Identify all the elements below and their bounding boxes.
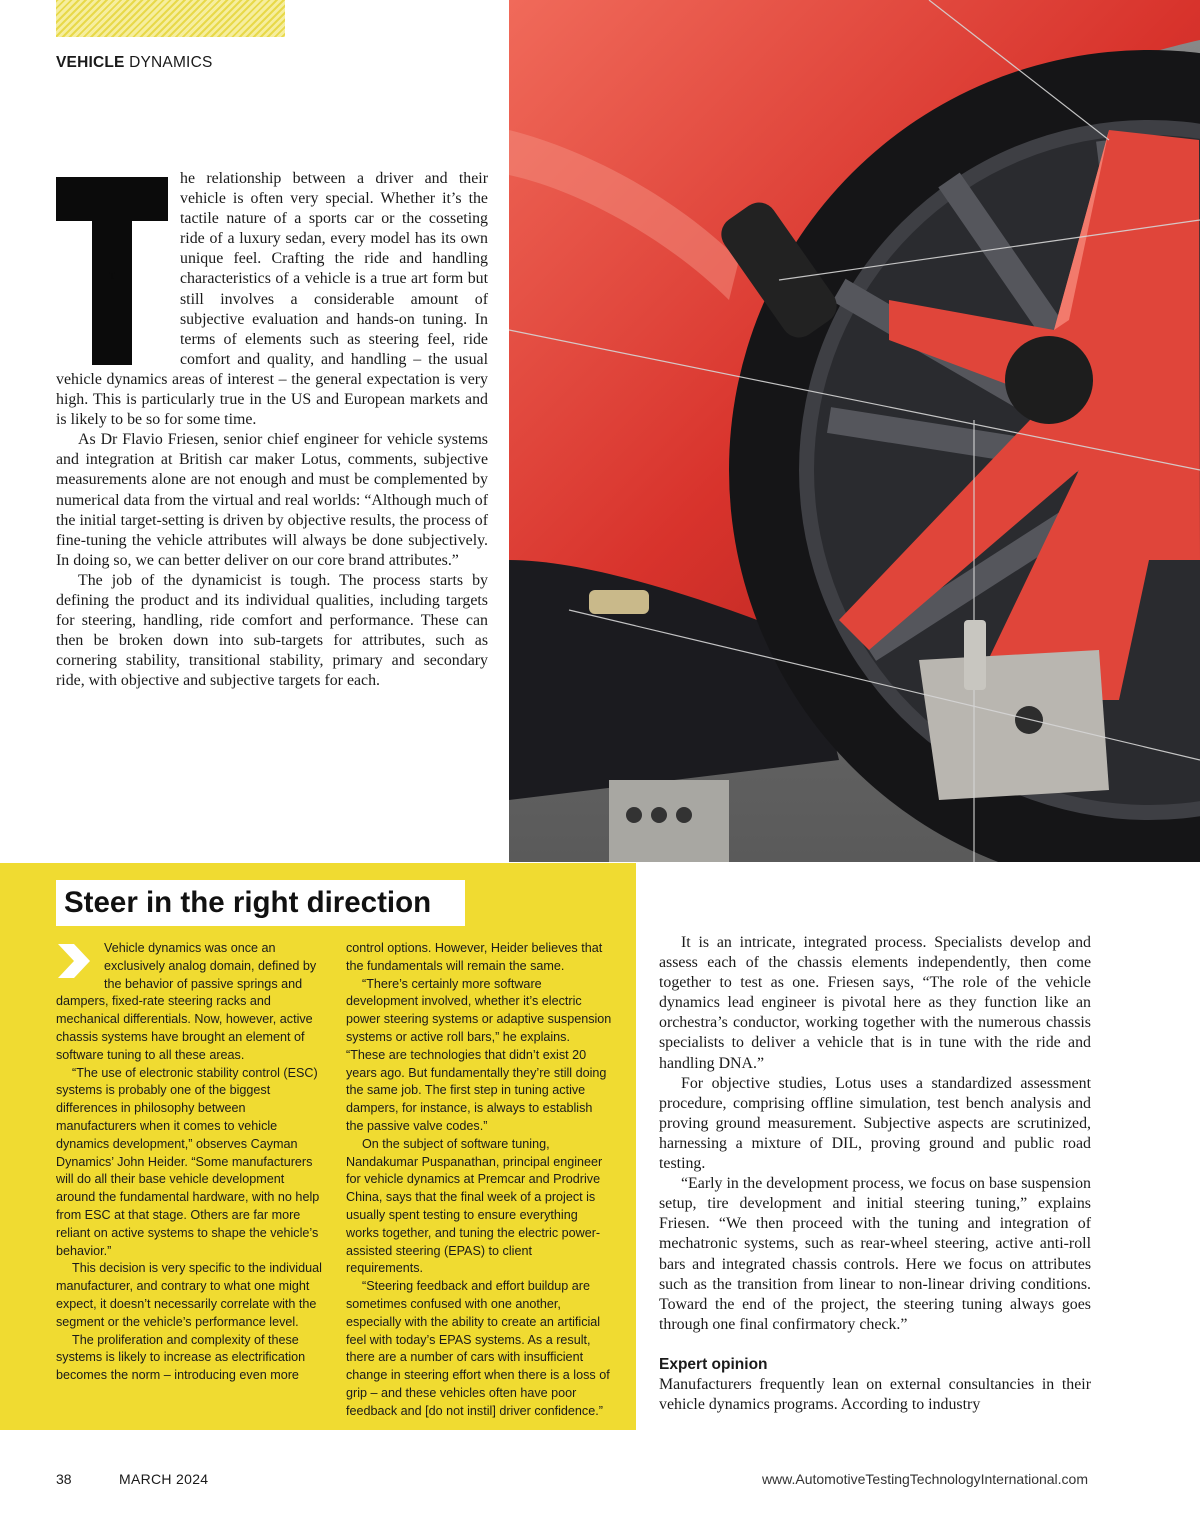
header-hatch-bar xyxy=(56,0,285,37)
section-label-rest: DYNAMICS xyxy=(124,54,213,71)
sidebar-paragraph: “Steering feedback and effort buildup are sometimes confused with one another, especially with the ability to create an artificial feel with today’s EPAS systems. As a result, there are a number of cars with insufficient change in steering effort when there is a loss of grip – and these vehicles often have poor feedback and [do not instil] driver confidence.” xyxy=(346,1279,610,1418)
sidebar-column-1 xyxy=(56,940,322,1385)
section-label-bold: VEHICLE xyxy=(56,54,125,71)
subheading-expert-opinion: Expert opinion xyxy=(659,1355,768,1373)
vehicle-wheel-photo xyxy=(509,0,1200,862)
sidebar-paragraph: “The use of electronic stability control (ESC) systems is probably one of the biggest differences in philosophy between manufacturers when it comes to vehicle dynamics development,” observes Cayman Dynamics’ John Heider. “Some manufacturers will do all their base vehicle development around the fundamental hardware, with no help from ESC at that stage. Others are far more reliant on active systems to shape the vehicle’s behavior.” xyxy=(56,1065,320,1258)
intro-paragraph: The job of the dynamicist is tough. The process starts by defining the product and its individual qualities, including targets for steering, handling, ride comfort and performance. These can then be broken down into sub-targets for attributes, such as cornering stability, transitional stability, primary and secondary ride, with objective and subjective targets for each. xyxy=(56,571,488,690)
intro-article xyxy=(56,169,488,691)
sidebar-paragraph: This decision is very specific to the individual manufacturer, and contrary to what one might expect, it doesn’t necessarily correlate with the segment or the vehicle’s performance level. xyxy=(56,1261,322,1329)
sidebar-paragraph: Vehicle dynamics was once an exclusively analog domain, defined by the behavior of passive springs and dampers, fixed-rate steering racks and mechanical differentials. Now, however, active chassis systems have brought an element of software tuning to all these areas. xyxy=(56,941,317,1062)
section-label xyxy=(56,54,213,72)
issue-date: MARCH 2024 xyxy=(119,1471,209,1487)
sidebar-paragraph: On the subject of software tuning, Nandakumar Puspanathan, principal engineer for vehicle dynamics at Premcar and Prodrive China, says that the final week of a project is usually spent testing to ensure everything works together, and tuning the electric power-assisted steering (EPAS) to client requirements. xyxy=(346,1136,603,1276)
right-paragraph: “Early in the development process, we focus on base suspension setup, tire development and initial steering tuning,” explains Friesen. “We then proceed with the tuning and integration of mechatronic systems, such as rear-wheel steering, active anti-roll bars and integrated chassis controls. Here we focus on attributes such as the transition from linear to non-linear driving conditions. Toward the end of the project, the steering tuning always goes through one final confirmatory check.” xyxy=(659,1175,1091,1333)
sidebar-paragraph: control options. However, Heider believes that the fundamentals will remain the same. xyxy=(346,941,603,973)
sidebar-paragraph: “There’s certainly more software development involved, whether it’s electric power steering systems or adaptive suspension systems or active roll bars,” he explains. “These are technologies that didn’t exist 20 years ago. But fundamentally they’re still doing the same job. The first step in tuning active dampers, for instance, is always to establish the passive valve codes.” xyxy=(346,976,612,1133)
right-paragraph: For objective studies, Lotus uses a standardized assessment procedure, comprising offline simulation, test bench analysis and proving ground measurement. Subjective aspects are scrutinized, harnessing a mixture of DIL, proving ground and public road testing. xyxy=(659,1074,1091,1173)
drop-cap-letter: T xyxy=(108,271,116,282)
drop-cap xyxy=(56,169,168,365)
intro-paragraph: As Dr Flavio Friesen, senior chief engineer for vehicle systems and integration at British car maker Lotus, comments, subjective measurements alone are not enough and must be complemented by numerical data from the virtual and real worlds: “Although much of the initial target-setting is driven by objective results, the process of fine-tuning the vehicle attributes will always be done subjectively. In doing so, we can better deliver on our core brand attributes.” xyxy=(56,431,488,569)
chevron-right-icon xyxy=(56,942,94,980)
intro-paragraph: he relationship between a driver and their vehicle is often very special. Whether it’s the tactile nature of a sports car or the cosseting ride of a luxury sedan, every model has its own unique feel. Crafting the ride and handling characteristics of a vehicle is a true art form but still involves a considerable amount of subjective evaluation and hands-on tuning. In terms of elements such as steering feel, ride comfort and quality, and handling – the usual vehicle dynamics areas of interest – the general expectation is very high. This is particularly true in the US and European markets and is likely to be so for some time. xyxy=(56,170,488,429)
sidebar-column-2 xyxy=(346,940,612,1421)
sidebar-paragraph: The proliferation and complexity of these systems is likely to increase as electrification becomes the norm – introducing even more xyxy=(56,1332,306,1383)
right-article-column xyxy=(659,933,1091,1415)
right-paragraph: Manufacturers frequently lean on external consultancies in their vehicle dynamics programs. According to industry xyxy=(659,1375,1091,1413)
sidebar-title: Steer in the right direction xyxy=(56,880,465,926)
page-number: 38 xyxy=(56,1471,72,1487)
right-paragraph: It is an intricate, integrated process. Specialists develop and assess each of the chassis elements independently, then come together to test as one. Friesen says, “The role of the vehicle dynamics lead engineer is pivotal here as they function like an orchestra’s conductor, working together with the numerous chassis specialists to deliver a vehicle that is in tune with the ride and handling DNA.” xyxy=(659,934,1091,1072)
website-link[interactable]: www.AutomotiveTestingTechnologyInternational.com xyxy=(761,1471,1088,1487)
